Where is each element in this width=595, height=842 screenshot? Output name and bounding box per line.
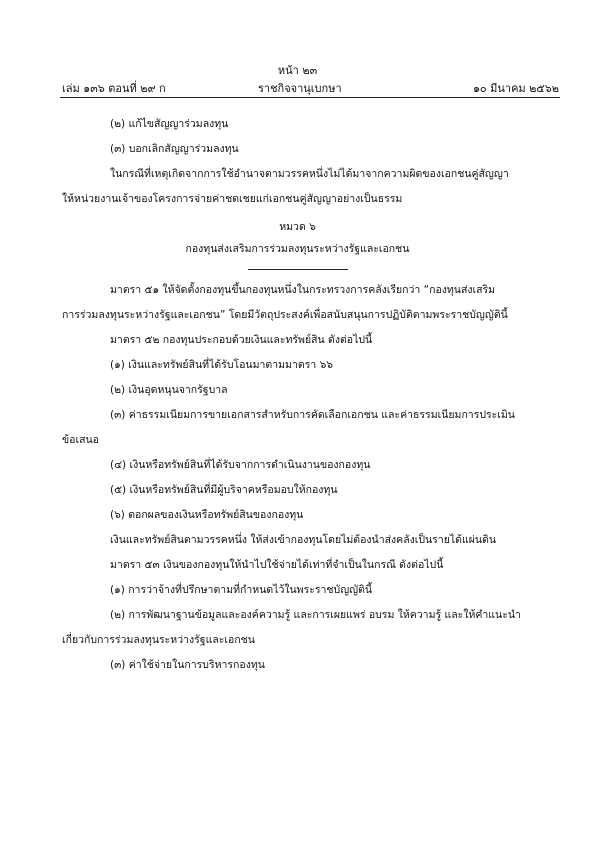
running-header xyxy=(62,79,559,95)
section-line: การร่วมลงทุนระหว่างรัฐและเอกชน” โดยมีวัตถุประสงค์เพื่อสนับสนุนการปฏิบัติตามพระราชบัญญัตินี้ xyxy=(62,309,508,321)
chapter-rule xyxy=(248,269,348,270)
chapter-number: หมวด ๖ xyxy=(279,221,316,233)
chapter-title: กองทุนส่งเสริมการร่วมลงทุนระหว่างรัฐและเอกชน xyxy=(185,243,410,255)
clause-line: (๑) การว่าจ้างที่ปรึกษาตามที่กำหนดไว้ในพระราชบัญญัตินี้ xyxy=(110,584,373,596)
clause-line: (๒) เงินอุดหนุนจากรัฐบาล xyxy=(110,384,228,396)
volume-issue: เล่ม ๑๓๖ ตอนที่ ๒๙ ก xyxy=(62,82,166,95)
clause-line: (๖) ดอกผลของเงินหรือทรัพย์สินของกองทุน xyxy=(110,509,304,521)
clause-line: (๔) เงินหรือทรัพย์สินที่ได้รับจากการดำเนินงานของกองทุน xyxy=(110,459,371,471)
paragraph-line: เงินและทรัพย์สินตามวรรคหนึ่ง ให้ส่งเข้ากองทุนโดยไม่ต้องนำส่งคลังเป็นรายได้แผ่นดิน xyxy=(110,534,497,546)
clause-line: (๓) ค่าธรรมเนียมการขายเอกสารสำหรับการคัดเลือกเอกชน และค่าธรรมเนียมการประเมิน xyxy=(110,409,515,421)
clause-line: เกี่ยวกับการร่วมลงทุนระหว่างรัฐและเอกชน xyxy=(62,634,255,646)
header-divider xyxy=(60,97,560,98)
clause-line: (๓) บอกเลิกสัญญาร่วมลงทุน xyxy=(110,143,239,155)
clause-line: (๒) แก้ไขสัญญาร่วมลงทุน xyxy=(110,118,229,130)
clause-line: (๒) การพัฒนาฐานข้อมูลและองค์ความรู้ และการเผยแพร่ อบรม ให้ความรู้ และให้คำแนะนำ xyxy=(110,609,521,621)
clause-line: ข้อเสนอ xyxy=(62,434,99,446)
section-line: มาตรา ๕๒ กองทุนประกอบด้วยเงินและทรัพย์สิน ดังต่อไปนี้ xyxy=(110,334,373,346)
clause-line: (๑) เงินและทรัพย์สินที่ได้รับโอนมาตามมาตรา ๖๖ xyxy=(110,359,333,371)
section-line: มาตรา ๕๓ เงินของกองทุนให้นำไปใช้จ่ายได้เท่าที่จำเป็นในกรณี ดังต่อไปนี้ xyxy=(110,559,444,571)
section-line: มาตรา ๕๑ ให้จัดตั้งกองทุนขึ้นกองทุนหนึ่งในกระทรวงการคลังเรียกว่า “กองทุนส่งเสริม xyxy=(110,284,496,296)
paragraph-line: ให้หน่วยงานเจ้าของโครงการจ่ายค่าชดเชยแก่เอกชนคู่สัญญาอย่างเป็นธรรม xyxy=(62,193,403,205)
clause-line: (๕) เงินหรือทรัพย์สินที่มีผู้บริจาคหรือมอบให้กองทุน xyxy=(110,484,338,496)
publication-name: ราชกิจจานุเบกษา xyxy=(258,82,342,95)
publication-date: ๑๐ มีนาคม ๒๕๖๒ xyxy=(472,82,559,95)
clause-line: (๓) ค่าใช้จ่ายในการบริหารกองทุน xyxy=(110,659,265,671)
page-number: หน้า ๒๓ xyxy=(277,64,318,77)
paragraph-line: ในกรณีที่เหตุเกิดจากการใช้อำนาจตามวรรคหนึ่งไม่ได้มาจากความผิดของเอกชนคู่สัญญา xyxy=(110,168,509,180)
